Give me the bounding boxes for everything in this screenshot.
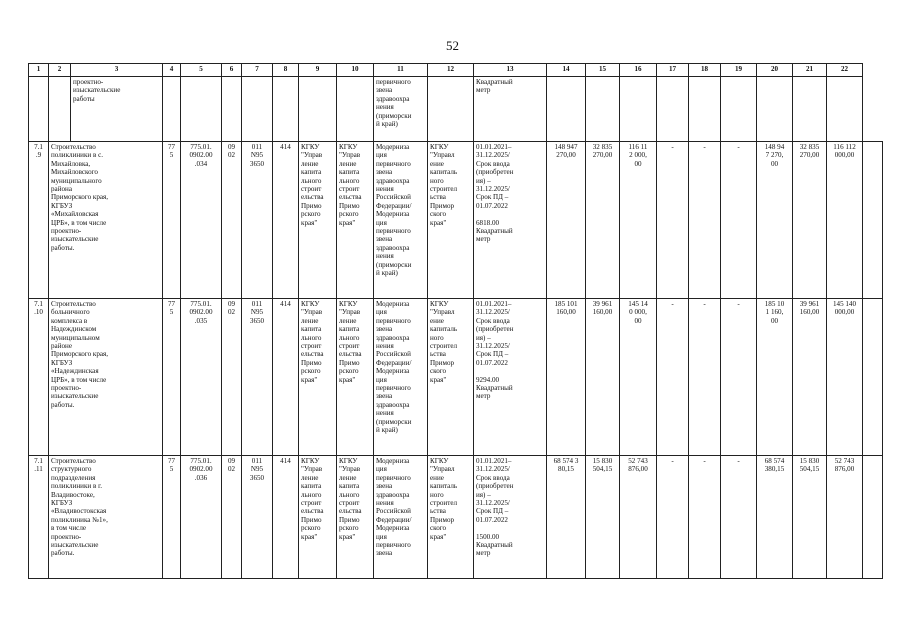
col-header: 4 — [163, 64, 181, 77]
cell: 116 11 2 000, 00 — [620, 142, 657, 299]
cell-num: 7.1 .9 — [29, 142, 49, 299]
cell: 15 830 504,15 — [586, 456, 620, 579]
cell: КГКУ "Управл ение капиталь ного строител ьства Примор ского края" — [428, 456, 474, 579]
cell: - — [721, 299, 757, 456]
col-header: 3 — [71, 64, 163, 77]
budget-table — [28, 63, 883, 579]
cell: КГКУ "Управ ление капита льного строит ельства Примо рского края" — [299, 142, 337, 299]
cell: 148 947 270,00 — [547, 142, 586, 299]
cell: - — [657, 299, 689, 456]
page-number: 52 — [446, 38, 459, 53]
cell-num: 7.1 .11 — [29, 456, 49, 579]
table-row — [29, 456, 883, 579]
cell — [827, 77, 863, 142]
col-header: 8 — [273, 64, 299, 77]
cell: первичного звена здравоохра нения (приморски й край) — [374, 77, 428, 142]
cell: 09 02 — [222, 142, 242, 299]
cell: - — [689, 142, 721, 299]
cell: 011 N95 3650 — [242, 456, 273, 579]
cell — [620, 77, 657, 142]
cell: 77 5 — [163, 299, 181, 456]
col-header: 1 — [29, 64, 49, 77]
cell: 77 5 — [163, 142, 181, 299]
cell: 32 835 270,00 — [586, 142, 620, 299]
cell-name: Строительство поликлиники в с. Михайловка, Михайловского муниципального района Приморского края, КГБУЗ «Михайловская ЦРБ», в том числе проектно- изыскательские работы. — [49, 142, 163, 299]
table-row — [29, 142, 883, 299]
cell: Модерниза ция первичного звена здравоохра нения Российской Федерации/ Модерниза ция первичного звена здравоохра нения (приморски й край) — [374, 142, 428, 299]
cell-name: Строительство больничного комплекса в Надеждинском муниципальном районе Приморского края, КГБУЗ «Надеждинская ЦРБ», в том числе проектно- изыскательские работы. — [49, 299, 163, 456]
cell: 68 574 380,15 — [757, 456, 793, 579]
cell-name: проектно- изыскательские работы — [71, 77, 163, 142]
cell: 77 5 — [163, 456, 181, 579]
cell-name: Строительство структурного подразделения поликлиники в г. Владивостоке, КГБУЗ «Владивостокская поликлиника №1», в том числе проектно- изыскательские работы. — [49, 456, 163, 579]
cell: 145 14 0 000, 00 — [620, 299, 657, 456]
cell: 09 02 — [222, 456, 242, 579]
cell: 52 743 876,00 — [827, 456, 863, 579]
cell: - — [657, 142, 689, 299]
cell — [181, 77, 222, 142]
cell — [163, 77, 181, 142]
col-header: 13 — [474, 64, 547, 77]
cell — [299, 77, 337, 142]
header-row — [29, 64, 883, 77]
cell: 116 112 000,00 — [827, 142, 863, 299]
cell — [586, 77, 620, 142]
col-header: 2 — [49, 64, 71, 77]
cell: - — [689, 456, 721, 579]
cell: 01.01.2021– 31.12.2025/ Срок ввода (приобретен ия) – 31.12.2025/ Срок ПД – 01.07.2022 6818.00 Квадратный метр — [474, 142, 547, 299]
col-header: 21 — [793, 64, 827, 77]
cell: 52 743 876,00 — [620, 456, 657, 579]
col-header: 11 — [374, 64, 428, 77]
cell — [863, 456, 883, 579]
cell: 011 N95 3650 — [242, 299, 273, 456]
cell: - — [689, 299, 721, 456]
col-header: 6 — [222, 64, 242, 77]
cell — [428, 77, 474, 142]
cell: - — [657, 456, 689, 579]
cell: КГКУ "Управ ление капита льного строит ельства Примо рского края" — [299, 456, 337, 579]
col-header: 15 — [586, 64, 620, 77]
cell — [657, 77, 689, 142]
cell: 414 — [273, 456, 299, 579]
col-header: 17 — [657, 64, 689, 77]
col-header: 20 — [757, 64, 793, 77]
col-header: 19 — [721, 64, 757, 77]
cell: КГКУ "Управ ление капита льного строит ельства Примо рского края" — [337, 142, 374, 299]
cell-num: 7.1 .10 — [29, 299, 49, 456]
cell: КГКУ "Управ ление капита льного строит ельства Примо рского края" — [299, 299, 337, 456]
cell — [242, 77, 273, 142]
cell — [273, 77, 299, 142]
cell: КГКУ "Управ ление капита льного строит ельства Примо рского края" — [337, 456, 374, 579]
cell-item — [49, 77, 71, 142]
cell — [793, 77, 827, 142]
cell: - — [721, 142, 757, 299]
cell: 775.01. 0902.00 .036 — [181, 456, 222, 579]
col-header: 9 — [299, 64, 337, 77]
cell: 775.01. 0902.00 .034 — [181, 142, 222, 299]
col-header: 22 — [827, 64, 863, 77]
cell — [222, 77, 242, 142]
cell — [337, 77, 374, 142]
cell: КГКУ "Управл ение капиталь ного строител ьства Примор ского края" — [428, 142, 474, 299]
cell: 09 02 — [222, 299, 242, 456]
table-row — [29, 77, 883, 142]
cell: КГКУ "Управл ение капиталь ного строител ьства Примор ского края" — [428, 299, 474, 456]
cell: 15 830 504,15 — [793, 456, 827, 579]
cell: 011 N95 3650 — [242, 142, 273, 299]
cell: 01.01.2021– 31.12.2025/ Срок ввода (приобретен ия) – 31.12.2025/ Срок ПД – 01.07.2022 1500.00 Квадратный метр — [474, 456, 547, 579]
col-header: 12 — [428, 64, 474, 77]
cell: 414 — [273, 299, 299, 456]
col-header: 7 — [242, 64, 273, 77]
cell: 775.01. 0902.00 .035 — [181, 299, 222, 456]
col-header: 5 — [181, 64, 222, 77]
col-header: 18 — [689, 64, 721, 77]
cell — [757, 77, 793, 142]
table-row — [29, 299, 883, 456]
col-header: 10 — [337, 64, 374, 77]
cell — [547, 77, 586, 142]
cell-num — [29, 77, 49, 142]
cell — [863, 142, 883, 299]
cell: 148 94 7 270, 00 — [757, 142, 793, 299]
cell: 185 101 160,00 — [547, 299, 586, 456]
col-header: 16 — [620, 64, 657, 77]
cell: Модерниза ция первичного звена здравоохра нения Российской Федерации/ Модерниза ция первичного звена — [374, 456, 428, 579]
cell: 145 140 000,00 — [827, 299, 863, 456]
cell — [863, 299, 883, 456]
cell: 185 10 1 160, 00 — [757, 299, 793, 456]
cell: 32 835 270,00 — [793, 142, 827, 299]
col-header: 14 — [547, 64, 586, 77]
cell: 414 — [273, 142, 299, 299]
cell: 01.01.2021– 31.12.2025/ Срок ввода (приобретен ия) – 31.12.2025/ Срок ПД – 01.07.2022 9294.00 Квадратный метр — [474, 299, 547, 456]
cell: Квадратный метр — [474, 77, 547, 142]
cell: 68 574 3 80,15 — [547, 456, 586, 579]
cell: Модерниза ция первичного звена здравоохра нения Российской Федерации/ Модерниза ция первичного звена здравоохра нения (приморски й край) — [374, 299, 428, 456]
cell — [721, 77, 757, 142]
cell: 39 961 160,00 — [793, 299, 827, 456]
cell: 39 961 160,00 — [586, 299, 620, 456]
cell: КГКУ "Управ ление капита льного строит ельства Примо рского края" — [337, 299, 374, 456]
cell: - — [721, 456, 757, 579]
cell — [689, 77, 721, 142]
